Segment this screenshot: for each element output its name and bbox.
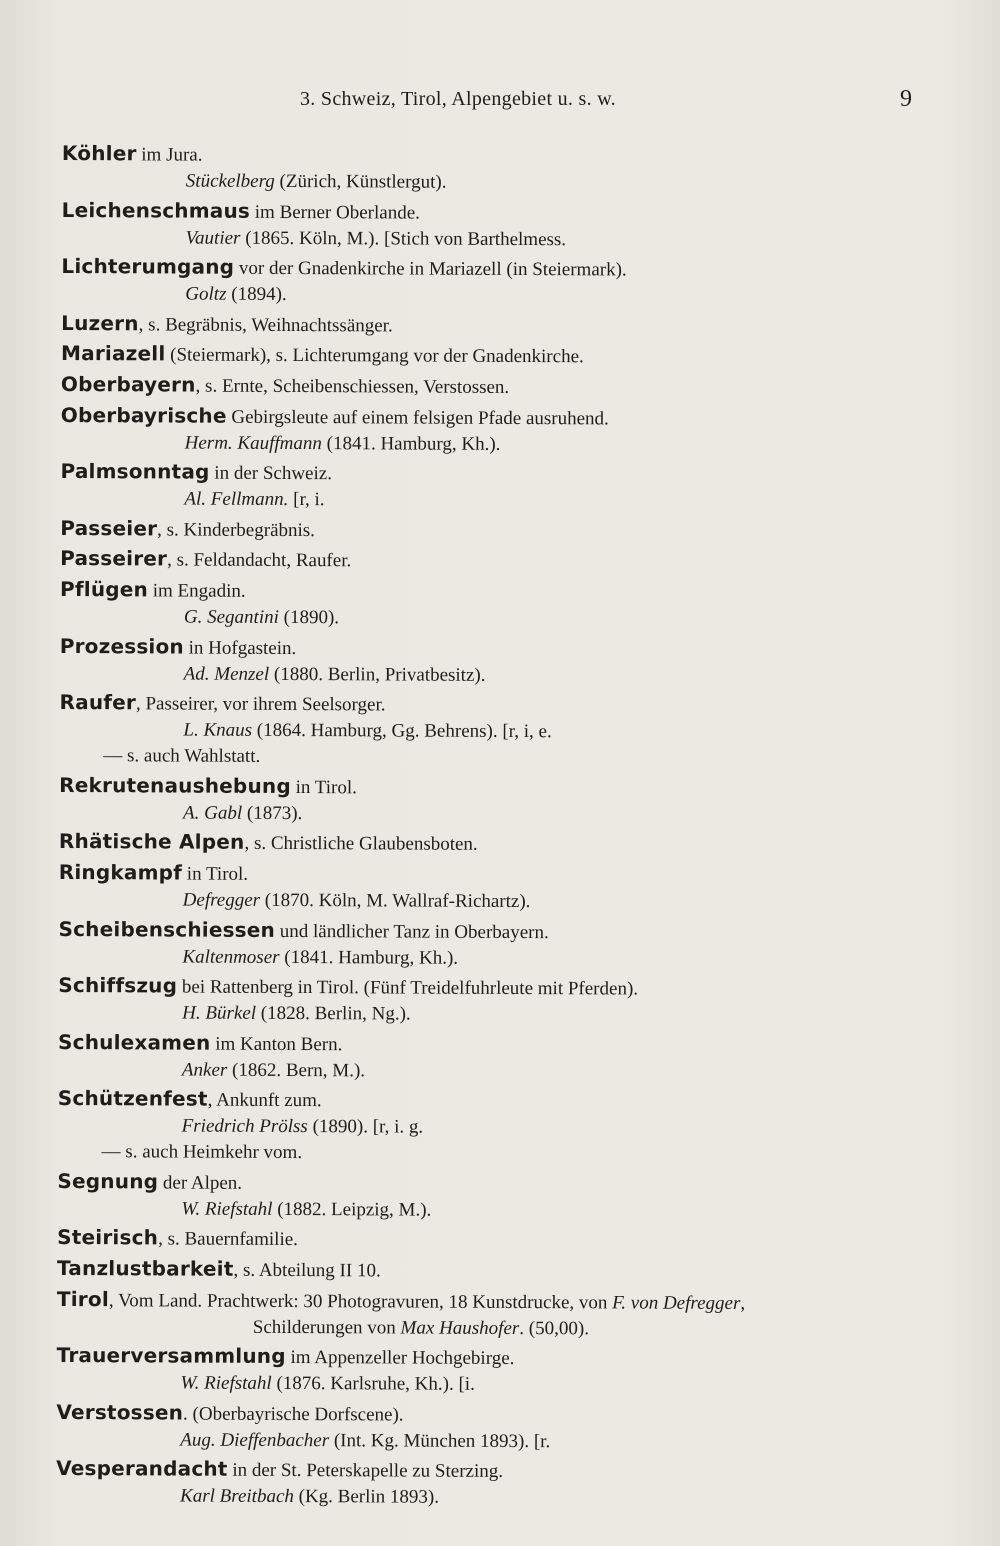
entry-main-line [57, 1255, 957, 1287]
entry-headword: Prozession [59, 633, 184, 659]
entry-text: im Appenzeller Hochgebirge. [285, 1347, 515, 1370]
entry-text: , Passeirer, vor ihrem Seelsorger. [135, 693, 386, 716]
entry-main-line [57, 1224, 957, 1256]
index-entry [61, 402, 961, 460]
entry-detail: (Int. Kg. München 1893). [r. [329, 1430, 551, 1452]
index-entry [60, 633, 960, 691]
entry-detail: (1880. Berlin, Privatbesitz). [269, 663, 486, 686]
entry-detail: (1890). [r, i. g. [307, 1116, 424, 1138]
entry-main-line [60, 458, 960, 490]
entry-text: , Ankunft zum. [207, 1089, 322, 1112]
entry-detail: (Kg. Berlin 1893). [293, 1486, 440, 1509]
entry-text: und ländlicher Tanz in Oberbayern. [274, 920, 549, 943]
entry-headword: Schiffszug [58, 973, 178, 998]
entry-artwork-line [61, 430, 961, 460]
entry-main-line [56, 1455, 956, 1487]
entry-artwork-line [57, 1196, 957, 1226]
entry-artwork-line [58, 943, 958, 973]
entry-text: , s. Abteilung II 10. [233, 1259, 381, 1282]
entry-main-line [61, 253, 961, 285]
entry-text: , [740, 1292, 746, 1314]
entry-text: in der St. Peterskapelle zu Sterzing. [227, 1460, 504, 1483]
entry-artist: G. Segantini [183, 606, 279, 628]
entry-artwork-line [62, 225, 962, 255]
index-entry [58, 915, 958, 973]
entry-text: im Berner Oberlande. [249, 201, 420, 224]
entry-artist: H. Bürkel [182, 1002, 257, 1024]
entry-artwork-line [58, 1113, 958, 1143]
entry-main-line [61, 402, 961, 434]
entry-headword: Trauerversammlung [56, 1343, 286, 1369]
entry-main-line [58, 1029, 958, 1061]
index-entry [59, 859, 959, 917]
entry-main-line [57, 1342, 957, 1374]
index-entry [57, 1342, 957, 1400]
entry-text: , s. Bauernfamilie. [158, 1228, 298, 1251]
entry-detail: (1876. Karlsruhe, Kh.). [i. [271, 1373, 475, 1396]
entry-headword: Schulexamen [58, 1029, 211, 1055]
entry-text: . (Oberbayrische Dorfscene). [183, 1403, 404, 1426]
entry-detail: (1890). [278, 606, 340, 629]
entry-detail: (1841. Hamburg, Kh.). [279, 946, 459, 969]
page-number: 9 [900, 86, 912, 112]
entry-text: in Tirol. [290, 776, 357, 799]
entry-artist: Ad. Menzel [183, 663, 270, 685]
entry-headword: Tanzlustbarkeit [57, 1256, 234, 1281]
entry-artwork-line [60, 661, 960, 691]
entry-artist: Friedrich Prölss [181, 1115, 308, 1138]
entry-detail: [r, i. [288, 489, 325, 511]
index-entry [57, 1224, 957, 1256]
entry-main-line [60, 633, 960, 665]
entry-detail: (1841. Hamburg, Kh.). [321, 432, 501, 455]
entry-headword: Leichenschmaus [61, 197, 251, 223]
entry-artwork-line [59, 717, 959, 747]
entry-headword: Rhätische Alpen [58, 829, 245, 855]
entry-text: Gebirgsleute auf einem felsigen Pfade ausruhend. [226, 406, 609, 429]
entry-main-line [56, 1399, 956, 1431]
entry-text: vor der Gnadenkirche in Mariazell (in Steiermark). [234, 257, 627, 281]
entry-main-line [59, 859, 959, 891]
index-entry [59, 689, 959, 773]
entry-artist: Karl Breitbach [180, 1485, 294, 1508]
entry-headword: Scheibenschiessen [58, 916, 276, 942]
entry-headword: Palmsonntag [60, 459, 210, 484]
entry-artist: Stückelberg [185, 170, 275, 192]
index-entry [60, 515, 960, 547]
entry-main-line [58, 915, 958, 947]
entry-artwork-line [59, 887, 959, 917]
entry-artist: Herm. Kauffmann [184, 432, 322, 454]
index-entry [59, 772, 959, 830]
index-entry [60, 576, 960, 634]
entry-artist: L. Knaus [183, 719, 253, 741]
entry-main-line [62, 197, 962, 229]
entry-headword: Luzern [61, 310, 139, 336]
entry-artwork-line [61, 281, 961, 311]
entry-artist: W. Riefstahl [181, 1198, 273, 1220]
entry-cross-reference: — s. auch Wahlstatt. [103, 745, 261, 767]
entry-artist: F. von Defregger [612, 1292, 741, 1314]
entry-text: in Tirol. [182, 863, 249, 885]
entry-detail: (1864. Hamburg, Gg. Behrens). [r, i, e. [252, 719, 552, 743]
entry-text: (Steiermark), s. Lichterumgang vor der Gnadenkirche. [165, 344, 584, 368]
index-entry [61, 253, 961, 311]
entry-headword: Köhler [61, 140, 137, 166]
entry-text: in Hofgastein. [183, 637, 297, 659]
entry-detail: (Zürich, Künstlergut). [274, 170, 447, 193]
entry-artwork-line [57, 1370, 957, 1400]
entry-text: , s. Feldandacht, Raufer. [167, 549, 352, 572]
index-entry [61, 310, 961, 342]
entry-main-line [60, 515, 960, 547]
index-entries [56, 140, 962, 1516]
entry-text: der Alpen. [158, 1172, 243, 1194]
index-entry [62, 140, 962, 198]
index-entry [58, 1029, 958, 1087]
entry-headword: Oberbayern [60, 371, 196, 397]
entry-headword: Passeier [60, 515, 158, 541]
index-entry [56, 1399, 956, 1457]
entry-cross-reference: — s. auch Heimkehr vom. [101, 1141, 303, 1164]
entry-artist: Kaltenmoser [182, 946, 280, 968]
entry-headword: Lichterumgang [61, 254, 235, 279]
entry-artwork-line [56, 1427, 956, 1457]
entry-headword: Verstossen [56, 1399, 184, 1425]
entry-artist: Vautier [185, 227, 241, 249]
entry-headword: Rekrutenaushebung [59, 772, 291, 798]
index-entry [60, 458, 960, 516]
entry-text: in der Schweiz. [209, 462, 333, 485]
entry-text: im Engadin. [147, 580, 246, 602]
entry-main-line [60, 545, 960, 577]
entry-main-line [61, 371, 961, 403]
entry-main-line [57, 1286, 957, 1318]
entry-text: , s. Begräbnis, Weihnachtssänger. [138, 314, 393, 337]
index-entry [57, 1286, 957, 1344]
entry-main-line [58, 972, 958, 1004]
running-head: 3. Schweiz, Tirol, Alpengebiet u. s. w. [300, 88, 616, 110]
entry-headword: Pflügen [59, 576, 149, 602]
entry-headword: Schützenfest [57, 1086, 208, 1111]
entry-artist: Goltz [185, 283, 227, 305]
entry-text: bei Rattenberg in Tirol. (Fünf Treidelfuhrleute mit Pferden). [177, 976, 639, 1000]
entry-artist: Aug. Dieffenbacher [180, 1429, 330, 1452]
entry-artwork-line [58, 1057, 958, 1087]
entry-artist: Al. Fellmann. [184, 488, 289, 511]
entry-detail: (1828. Berlin, Ng.). [256, 1002, 411, 1025]
index-entry [57, 1168, 957, 1226]
entry-text: im Jura. [136, 144, 203, 166]
entry-detail: (1862. Bern, M.). [227, 1059, 366, 1082]
entry-headword: Tirol [56, 1286, 109, 1311]
index-entry [59, 828, 959, 860]
entry-main-line [59, 689, 959, 721]
index-entry [58, 1085, 958, 1169]
entry-artist: A. Gabl [183, 802, 243, 824]
entry-detail: (1873). [242, 802, 303, 824]
entry-main-line [58, 1085, 958, 1117]
entry-text: . (50,00). [519, 1317, 590, 1339]
entry-artwork-line [60, 486, 960, 516]
entry-detail: (1870. Köln, M. Wallraf-Richartz). [260, 889, 531, 912]
entry-headword: Passeirer [60, 546, 168, 571]
entry-headword: Steirisch [57, 1225, 159, 1250]
entry-headword: Oberbayrische [60, 402, 227, 428]
index-entry [61, 340, 961, 372]
entry-artwork-line [56, 1483, 956, 1513]
entry-headword: Vesperandacht [56, 1456, 228, 1482]
entry-headword: Segnung [57, 1168, 159, 1194]
entry-text: , s. Kinderbegräbnis. [157, 519, 316, 541]
entry-continuation-line [57, 1314, 957, 1344]
entry-text: Schilderungen von [252, 1316, 401, 1339]
entry-artist: W. Riefstahl [180, 1372, 272, 1395]
entry-main-line [60, 576, 960, 608]
entry-text: , Vom Land. Prachtwerk: 30 Photogravuren, 18 Kunstdrucke, von [108, 1289, 613, 1314]
entry-main-line [62, 140, 962, 172]
entry-main-line [61, 310, 961, 342]
entry-detail: (1894). [226, 283, 287, 306]
entry-text: im Kanton Bern. [210, 1033, 343, 1055]
entry-artwork-line [58, 1000, 958, 1030]
entry-headword: Raufer [59, 690, 137, 715]
entry-headword: Mariazell [61, 341, 166, 366]
entry-main-line [61, 340, 961, 372]
entry-detail: (1865. Köln, M.). [Stich von Barthelmess. [240, 227, 567, 250]
index-entry [57, 1255, 957, 1287]
entry-detail: (1882. Leipzig, M.). [272, 1198, 432, 1221]
entry-artist: Anker [181, 1059, 228, 1081]
entry-artist: Defregger [182, 889, 261, 911]
entry-main-line [57, 1168, 957, 1200]
entry-author: Max Haushofer [400, 1317, 520, 1339]
index-entry [62, 197, 962, 255]
index-entry [56, 1455, 956, 1513]
entry-main-line [59, 828, 959, 860]
entry-main-line [59, 772, 959, 804]
entry-text: , s. Christliche Glaubensboten. [244, 833, 478, 856]
entry-artwork-line [62, 168, 962, 198]
index-entry [61, 371, 961, 403]
index-entry [58, 972, 958, 1030]
entry-artwork-line [59, 800, 959, 830]
entry-text: , s. Ernte, Scheibenschiessen, Verstossen. [195, 375, 510, 398]
page-header [0, 88, 1000, 118]
entry-headword: Ringkampf [58, 859, 183, 885]
index-entry [60, 545, 960, 577]
entry-artwork-line [60, 604, 960, 634]
